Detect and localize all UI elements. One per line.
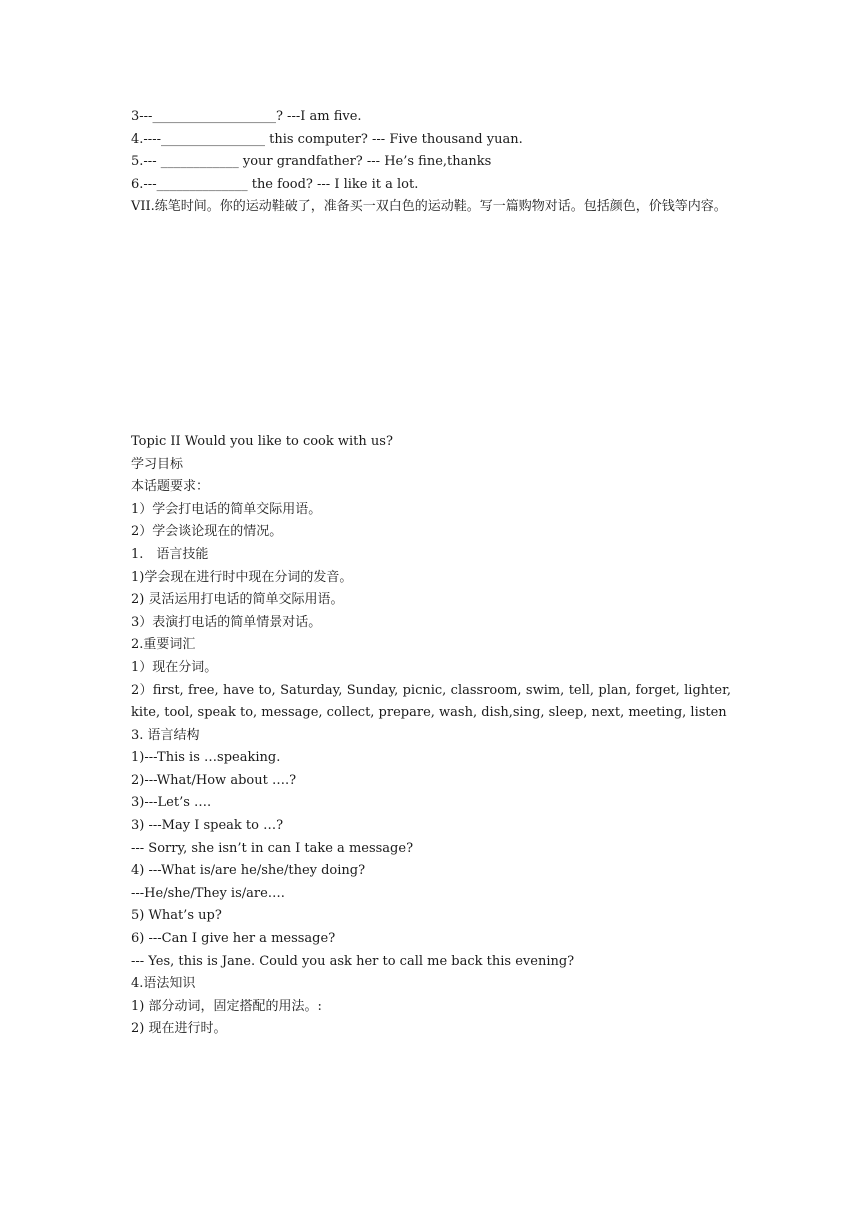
document-page (131, 106, 731, 1041)
grammar-heading: 4.语法知识 (131, 976, 196, 992)
exercise-q3: 3---___________________? ---I am five. (131, 109, 362, 124)
structure-item: 3)---Let’s …. (131, 795, 212, 811)
structure-item: 6) ---Can I give her a message? (131, 931, 336, 947)
vocab-item: 1）现在分词。 (131, 659, 218, 675)
grammar-item: 2) 现在进行时。 (131, 1021, 227, 1037)
skills-heading: 1. 语言技能 (131, 546, 209, 562)
exercise-q5: 5.--- ____________ your grandfather? --- He’s fine,thanks (131, 154, 492, 170)
structure-item: 5) What’s up? (131, 908, 222, 924)
structure-item: ---He/she/They is/are…. (131, 885, 285, 901)
structure-item: --- Yes, this is Jane. Could you ask her to call me back this evening? (131, 953, 575, 969)
requirements-intro: 本话题要求： (131, 479, 210, 495)
structure-item: 4) ---What is/are he/she/they doing? (131, 863, 366, 879)
skill-item: 2) 灵活运用打电话的简单交际用语。 (131, 592, 344, 608)
writing-task: VII.练笔时间。你的运动鞋破了，准备买一双白色的运动鞋。写一篇购物对话。包括颜色，价钱等内容。 (131, 199, 727, 215)
structure-item: 1)---This is …speaking. (131, 750, 281, 766)
exercise-q4: 4.----________________ this computer? --- Five thousand yuan. (131, 131, 523, 147)
vocab-list: 2）first, free, have to, Saturday, Sunday, picnic, classroom, swim, tell, plan, forget, lighter, kite, tool, speak to, message, collect, prepare, wash, dish,sing, sleep, next, meeting, listen (131, 682, 731, 721)
requirement-item: 1）学会打电话的简单交际用语。 (131, 501, 322, 517)
requirement-item: 2）学会谈论现在的情况。 (131, 524, 283, 540)
exercise-q6: 6.---______________ the food? --- I like it a lot. (131, 176, 419, 192)
grammar-item: 1) 部分动词，固定搭配的用法。: (131, 998, 322, 1014)
structure-item: 3) ---May I speak to …? (131, 818, 284, 834)
structure-item: 2)---What/How about ….? (131, 772, 297, 788)
objectives-heading: 学习目标 (131, 456, 184, 472)
skill-item: 3）表演打电话的简单情景对话。 (131, 614, 322, 630)
writing-space (131, 219, 731, 431)
topic-title: Topic II Would you like to cook with us? (131, 433, 393, 449)
skill-item: 1)学会现在进行时中现在分词的发音。 (131, 569, 353, 585)
vocab-heading: 2.重要词汇 (131, 637, 196, 653)
structure-heading: 3. 语言结构 (131, 727, 200, 743)
structure-item: --- Sorry, she isn’t in can I take a message? (131, 840, 414, 856)
